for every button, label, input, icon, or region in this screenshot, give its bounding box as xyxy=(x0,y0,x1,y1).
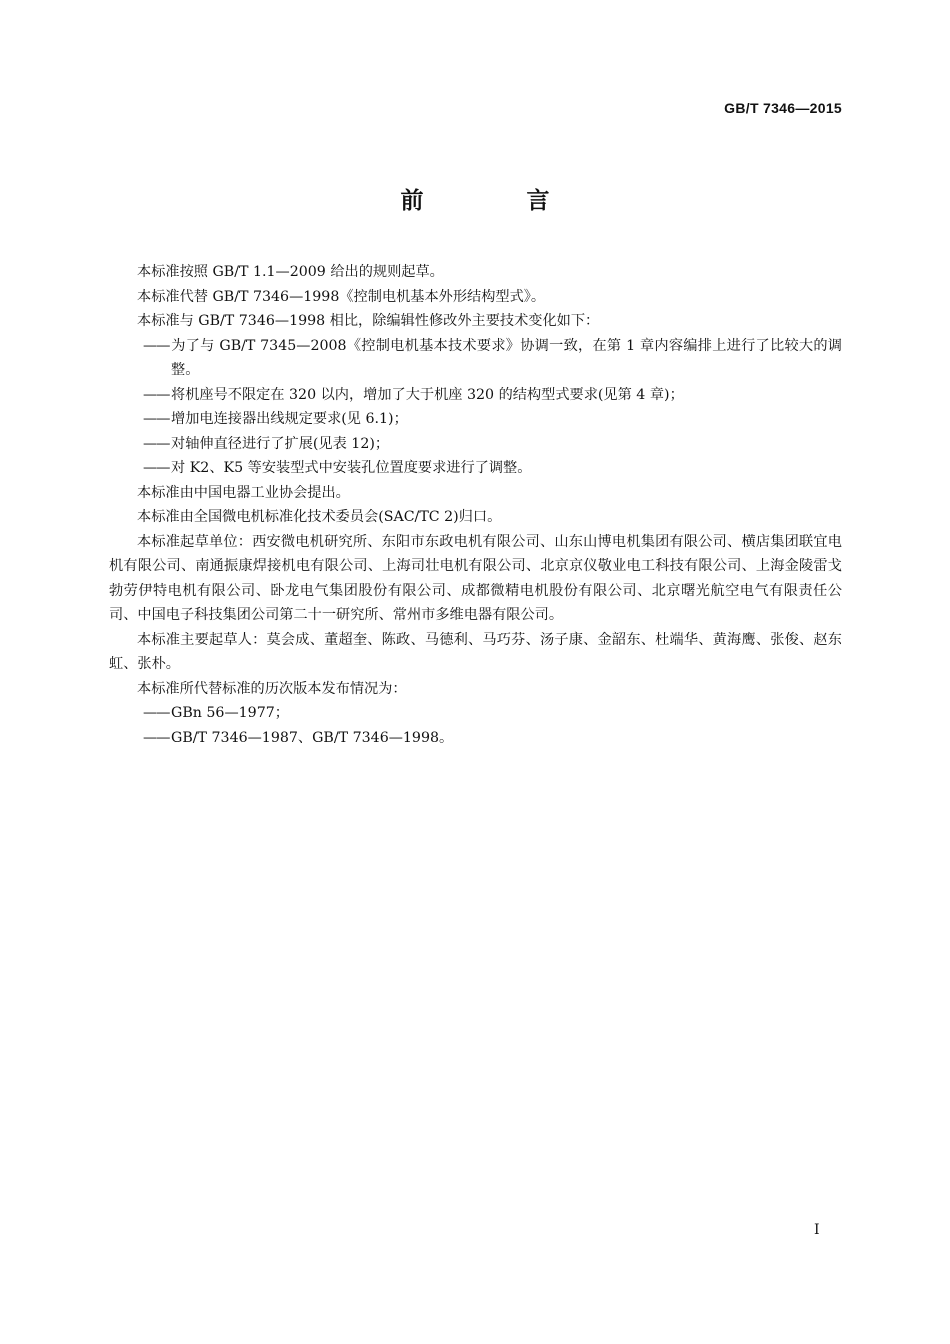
change-item xyxy=(109,432,842,457)
change-item-text: 增加电连接器出线规定要求(见 6.1)； xyxy=(171,411,408,427)
change-item-text: 对轴伸直径进行了扩展(见表 12)； xyxy=(171,435,390,452)
edition-item xyxy=(109,701,842,726)
paragraph-drafting-rules: 本标准按照 GB/T 1.1—2009 给出的规则起草。 xyxy=(137,264,444,280)
standard-code: GB/T 7346—2015 xyxy=(724,100,842,116)
edition-item xyxy=(109,726,842,751)
foreword-body xyxy=(109,260,842,750)
dash-marker: —— xyxy=(143,386,170,403)
dash-marker: —— xyxy=(143,411,170,427)
change-item-text: 为了与 GB/T 7345—2008《控制电机基本技术要求》协调一致，在第 1 章内容编排上进行了比较大的调整。 xyxy=(171,337,842,378)
paragraph-drafting-units: 本标准起草单位：西安微电机研究所、东阳市东政电机有限公司、山东山博电机集团有限公司、横店集团联宜电机有限公司、南通振康焊接机电有限公司、上海司壮电机有限公司、北京京仪敬业电工科技有限公司、上海金陵雷戈勃劳伊特电机有限公司、卧龙电气集团股份有限公司、成都微精电机股份有限公司、北京曙光航空电气有限责任公司、中国电子科技集团公司第二十一研究所、常州市多维电器有限公司。 xyxy=(109,533,842,623)
dash-marker: —— xyxy=(143,460,170,476)
paragraph-changes-intro: 本标准与 GB/T 7346—1998 相比，除编辑性修改外主要技术变化如下： xyxy=(137,313,600,329)
dash-marker: —— xyxy=(143,435,170,452)
paragraph-previous-editions: 本标准所代替标准的历次版本发布情况为： xyxy=(137,680,407,697)
paragraph-centralized-by: 本标准由全国微电机标准化技术委员会(SAC/TC 2)归口。 xyxy=(137,509,502,525)
change-item-text: 对 K2、K5 等安装型式中安装孔位置度要求进行了调整。 xyxy=(171,460,532,476)
change-item xyxy=(109,456,842,481)
change-item xyxy=(109,334,842,383)
change-item xyxy=(109,383,842,408)
edition-item-text: GB/T 7346—1987、GB/T 7346—1998。 xyxy=(171,729,454,746)
dash-marker: —— xyxy=(143,337,170,354)
page-title: 前 言 xyxy=(400,188,590,214)
change-item xyxy=(109,407,842,432)
paragraph-drafters: 本标准主要起草人：莫会成、董超奎、陈政、马德利、马巧芬、汤子康、金韶东、杜端华、黄海鹰、张俊、赵东虹、张朴。 xyxy=(109,631,842,672)
page-number: I xyxy=(814,1222,820,1238)
paragraph-proposed-by: 本标准由中国电器工业协会提出。 xyxy=(137,484,350,501)
edition-item-text: GBn 56—1977； xyxy=(171,705,289,721)
dash-marker: —— xyxy=(143,705,170,721)
change-item-text: 将机座号不限定在 320 以内，增加了大于机座 320 的结构型式要求(见第 4 章)； xyxy=(171,386,684,403)
dash-marker: —— xyxy=(143,729,170,746)
paragraph-replaces: 本标准代替 GB/T 7346—1998《控制电机基本外形结构型式》。 xyxy=(137,288,546,305)
